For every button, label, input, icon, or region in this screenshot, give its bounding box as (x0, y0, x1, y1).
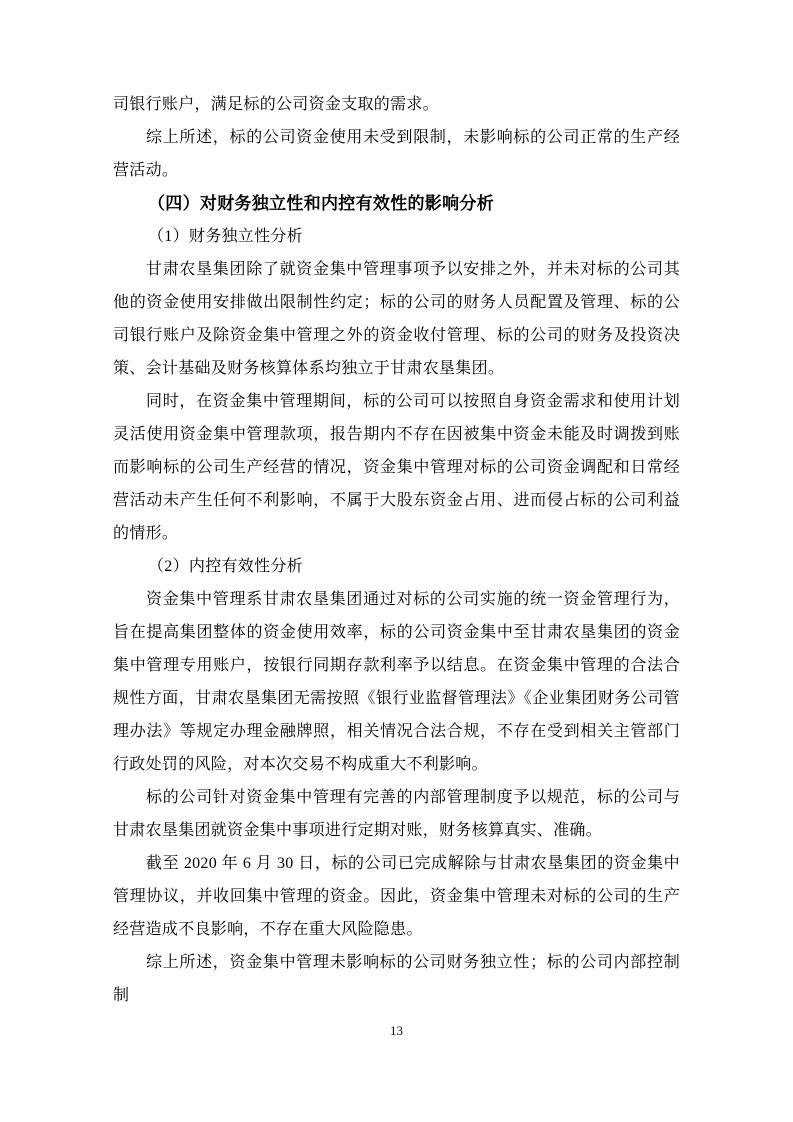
page-content (113, 88, 680, 1012)
subsection-heading-internal-control: （2）内控有效性分析 (148, 558, 304, 575)
page-number: 13 (390, 1023, 403, 1038)
continuation-paragraph: 司银行账户，满足标的公司资金支取的需求。 (113, 96, 440, 113)
paragraph-internal-control-1: 资金集中管理系甘肃农垦集团通过对标的公司实施的统一资金管理行为，旨在提高集团整体的资金使用效率，标的公司资金集中至甘肃农垦集团的资金集中管理专用账户，按银行同期存款利率予以结息。在资金集中管理的合法合规性方面，甘肃农垦集团无需按照《银行业监督管理法》《企业集团财务公司管理办法》等规定办理金融牌照，相关情况合法合规，不存在受到相关主管部门行政处罚的风险，对本次交易不构成重大不利影响。 (113, 591, 680, 773)
closing-paragraph: 综上所述，资金集中管理未影响标的公司财务独立性；标的公司内部控制制 (113, 954, 680, 1004)
subsection-heading-financial-independence: （1）财务独立性分析 (148, 228, 304, 245)
summary-paragraph: 综上所述，标的公司资金使用未受到限制，未影响标的公司正常的生产经营活动。 (113, 129, 680, 179)
paragraph-financial-independence-1: 甘肃农垦集团除了就资金集中管理事项予以安排之外，并未对标的公司其他的资金使用安排做出限制性约定；标的公司的财务人员配置及管理、标的公司银行账户及除资金集中管理之外的资金收付管理、标的公司的财务及投资决策、会计基础及财务核算体系均独立于甘肃农垦集团。 (113, 261, 680, 377)
paragraph-internal-control-2: 标的公司针对资金集中管理有完善的内部管理制度予以规范，标的公司与甘肃农垦集团就资金集中事项进行定期对账，财务核算真实、准确。 (113, 789, 680, 839)
section-heading: （四）对财务独立性和内控有效性的影响分析 (148, 194, 494, 213)
paragraph-internal-control-3: 截至 2020 年 6 月 30 日，标的公司已完成解除与甘肃农垦集团的资金集中管理协议，并收回集中管理的资金。因此，资金集中管理未对标的公司的生产经营造成不良影响，不存在重大风险隐患。 (113, 855, 680, 938)
paragraph-financial-independence-2: 同时，在资金集中管理期间，标的公司可以按照自身资金需求和使用计划灵活使用资金集中管理款项，报告期内不存在因被集中资金未能及时调拨到账而影响标的公司生产经营的情况，资金集中管理对标的公司资金调配和日常经营活动未产生任何不利影响，不属于大股东资金占用、进而侵占标的公司利益的情形。 (113, 393, 680, 542)
